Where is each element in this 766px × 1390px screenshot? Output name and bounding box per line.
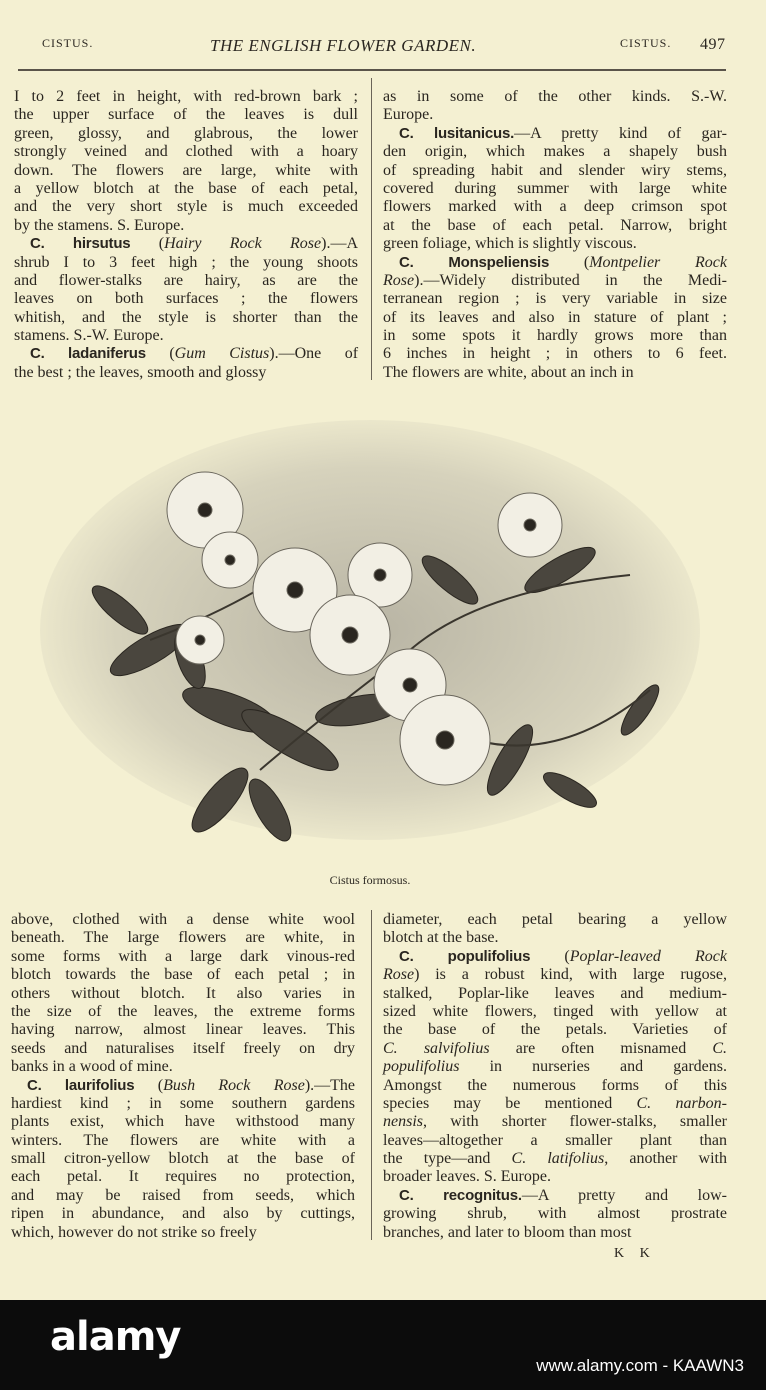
cistus-formosus-illustration [30, 410, 720, 860]
text-run: species may be mentioned [383, 1094, 637, 1112]
text-line [383, 929, 727, 947]
text-line [14, 162, 358, 180]
text-run: diameter, each petal bearing a yellow [383, 911, 727, 928]
text-line [383, 162, 727, 180]
alamy-logo: alamy [50, 1314, 181, 1360]
text-run: terranean region ; is very variable in size [383, 290, 727, 308]
text-run: whitish, and the style is shorter than the [14, 308, 358, 326]
text-run: flowers marked with a deep crimson spot [383, 198, 727, 216]
text-run: seeds and naturalises itself freely on dry [11, 1039, 355, 1057]
text-run: of spreading habit and slender wiry stems, [383, 161, 727, 179]
text-line [383, 1077, 727, 1095]
text-run: beneath. The large flowers are white, in [11, 929, 355, 947]
text-run: broader leaves. S. Europe. [383, 1168, 551, 1186]
italic-text: Montpelier Rock [589, 253, 728, 271]
text-run: 6 inches in height ; in others to 6 feet. [383, 345, 727, 363]
text-run: —A pretty kind of gar- [514, 124, 727, 142]
text-line [14, 309, 358, 327]
text-line [11, 1132, 355, 1150]
text-line [14, 327, 358, 345]
text-run: ( [530, 947, 570, 965]
text-run: ripen in abundance, and also by cuttings, [11, 1205, 355, 1223]
text-line [14, 254, 358, 272]
running-head-title: THE ENGLISH FLOWER GARDEN. [210, 36, 477, 55]
text-line [11, 1205, 355, 1223]
species-name: C. recognitus. [399, 1186, 522, 1204]
text-line [14, 88, 358, 106]
text-run: each petal. It requires no protection, [11, 1168, 355, 1186]
text-line [383, 125, 727, 143]
species-name: C. lusitanicus. [399, 124, 515, 142]
text-run: shrub I to 3 feet high ; the young shoots [14, 253, 358, 271]
text-line [14, 235, 358, 253]
italic-text: Gum Cistus [174, 345, 270, 363]
text-run: the type—and [383, 1150, 512, 1168]
text-run: small citron-yellow blotch at the base of [11, 1150, 355, 1168]
text-line [11, 1113, 355, 1131]
italic-text: Rose [383, 271, 415, 289]
text-line [383, 1205, 727, 1223]
text-run: den origin, which makes a shapely bush [383, 143, 727, 161]
text-line [383, 364, 727, 382]
text-line [383, 106, 727, 124]
text-line [11, 1095, 355, 1113]
italic-text: C. narbon- [636, 1094, 728, 1112]
text-run: and may be raised from seeds, which [11, 1186, 355, 1204]
text-line [11, 1021, 355, 1039]
text-run: the upper surface of the leaves is dull [14, 106, 358, 124]
text-column-bottom-left [11, 911, 355, 1242]
text-line [383, 1021, 727, 1039]
text-run: covered during summer with large white [383, 179, 727, 197]
text-line [14, 198, 358, 216]
italic-text: Bush Rock Rose [163, 1076, 305, 1094]
text-line [14, 180, 358, 198]
italic-text: Rose [383, 966, 415, 984]
text-column-bottom-right [383, 911, 727, 1242]
text-line [11, 1077, 355, 1095]
text-line [14, 272, 358, 290]
figure-caption: Cistus formosus. [329, 873, 411, 887]
text-run: green, glossy, and glabrous, the lower [14, 124, 358, 142]
text-line [11, 948, 355, 966]
text-line [11, 985, 355, 1003]
text-run: ( [134, 1076, 164, 1094]
text-line [11, 1003, 355, 1021]
italic-text: C. salvifolius [383, 1039, 490, 1057]
text-run: ).—One of [269, 345, 359, 363]
column-divider-top [371, 78, 372, 380]
text-line [383, 309, 727, 327]
text-run: ).—Widely distributed in the Medi- [414, 271, 727, 289]
page-number: 497 [700, 36, 726, 53]
text-line [11, 1187, 355, 1205]
text-run: the base of the petals. Varieties of [383, 1021, 727, 1039]
text-run: blotch towards the base of each petal ; in [11, 966, 355, 984]
italic-text: C. [712, 1039, 727, 1057]
text-line [383, 1113, 727, 1131]
text-run: Europe. [383, 106, 434, 124]
text-line [11, 1224, 355, 1242]
text-run: some forms with a large dark vinous-red [11, 947, 355, 965]
text-run: growing shrub, with almost prostrate [383, 1205, 727, 1223]
text-line [383, 198, 727, 216]
column-divider-bottom [371, 910, 372, 1240]
text-run: and the very short style is much exceeded [14, 198, 358, 216]
species-name: C. ladaniferus [30, 345, 146, 363]
text-line [383, 911, 727, 929]
text-run: the best ; the leaves, smooth and glossy [14, 363, 267, 381]
text-run: Amongst the numerous forms of this [383, 1076, 727, 1094]
text-line [14, 217, 358, 235]
text-run: ( [145, 345, 175, 363]
species-name: C. Monspeliensis [399, 253, 550, 271]
text-line [14, 125, 358, 143]
text-run: having narrow, almost linear leaves. This [11, 1021, 355, 1039]
text-run: winters. The flowers are white with a [11, 1131, 355, 1149]
text-run: and flower-stalks are hairy, as are the [14, 271, 358, 289]
text-run: strongly veined and clothed with a hoary [14, 143, 358, 161]
text-line [383, 143, 727, 161]
text-run: , another with [604, 1150, 727, 1168]
text-line [11, 1168, 355, 1186]
text-line [14, 345, 358, 363]
text-line [383, 272, 727, 290]
text-line [11, 966, 355, 984]
text-run: plants exist, which have withstood many [11, 1113, 355, 1131]
text-line [383, 254, 727, 272]
text-line [383, 1095, 727, 1113]
text-run: banks in a wood of mine. [11, 1058, 173, 1076]
text-run: in nurseries and gardens. [459, 1058, 727, 1076]
species-name: C. hirsutus [30, 235, 131, 253]
text-run: in some spots it hardly grows more than [383, 327, 727, 345]
signature-mark: K K [614, 1246, 656, 1261]
text-line [383, 1168, 727, 1186]
text-line [11, 1150, 355, 1168]
text-line [383, 948, 727, 966]
text-line [383, 1132, 727, 1150]
text-line [383, 1150, 727, 1168]
text-run: leaves—altogether a smaller plant than [383, 1131, 727, 1149]
text-run: a yellow blotch at the base of each petal, [14, 179, 358, 197]
species-name: C. laurifolius [27, 1076, 135, 1094]
text-line [11, 929, 355, 947]
text-run: branches, and later to bloom than most [383, 1223, 632, 1241]
italic-text: C. latifolius [511, 1150, 605, 1168]
text-run: which, however do not strike so freely [11, 1223, 257, 1241]
text-line [383, 180, 727, 198]
text-run: green foliage, which is slightly viscous. [383, 235, 637, 253]
text-run: ) is a robust kind, with large rugose, [414, 966, 727, 984]
text-column-top-left [14, 88, 358, 382]
text-run: by the stamens. S. Europe. [14, 216, 185, 234]
text-run: ( [130, 235, 165, 253]
running-head-left: CISTUS. [42, 36, 94, 50]
text-run: others without blotch. It also varies in [11, 984, 355, 1002]
text-line [383, 1058, 727, 1076]
italic-text: Poplar-leaved Rock [569, 947, 727, 965]
text-run: at the base of each petal. Narrow, bright [383, 216, 727, 234]
text-run: ).—The [304, 1076, 356, 1094]
text-run: The flowers are white, about an inch in [383, 363, 634, 381]
text-line [14, 364, 358, 382]
text-line [383, 290, 727, 308]
text-column-top-right [383, 88, 727, 382]
text-run: sized white flowers, tinged with yellow at [383, 1002, 727, 1020]
header-rule [18, 69, 726, 71]
text-line [14, 106, 358, 124]
text-run: the size of the leaves, the extreme forms [11, 1002, 355, 1020]
text-run: , with shorter flower-stalks, smaller [423, 1113, 727, 1131]
text-run: I to 2 feet in height, with red-brown bark ; [14, 88, 358, 105]
italic-text: populifolius [383, 1058, 460, 1076]
text-run: ( [549, 253, 590, 271]
text-run: blotch at the base. [383, 929, 499, 947]
running-head-right: CISTUS. [620, 36, 672, 50]
text-line [383, 1187, 727, 1205]
text-run: ).—A [321, 235, 359, 253]
text-run: above, clothed with a dense white wool [11, 911, 355, 928]
text-line [383, 327, 727, 345]
text-line [11, 1040, 355, 1058]
italic-text: nensis [383, 1113, 423, 1131]
species-name: C. populifolius [399, 947, 531, 965]
watermark-bar [0, 1300, 766, 1390]
text-run: —A pretty and low- [521, 1186, 728, 1204]
text-line [383, 217, 727, 235]
text-line [383, 88, 727, 106]
text-run: stamens. S.-W. Europe. [14, 327, 164, 345]
text-run: hardiest kind ; in some southern gardens [11, 1094, 355, 1112]
text-line [14, 290, 358, 308]
text-line [383, 345, 727, 363]
italic-text: Hairy Rock Rose [164, 235, 322, 253]
text-run: of its leaves and also in stature of plant ; [383, 308, 727, 326]
text-run: stalked, Poplar-like leaves and medium- [383, 984, 727, 1002]
text-run: down. The flowers are large, white with [14, 161, 358, 179]
text-run: are often misnamed [489, 1039, 713, 1057]
text-run: leaves on both surfaces ; the flowers [14, 290, 358, 308]
text-line [383, 966, 727, 984]
text-run: as in some of the other kinds. S.-W. [383, 88, 727, 105]
text-line [11, 1058, 355, 1076]
text-line [14, 143, 358, 161]
text-line [383, 1224, 727, 1242]
text-line [383, 1003, 727, 1021]
image-id-footer: www.alamy.com - KAAWN3 [536, 1356, 744, 1375]
text-line [11, 911, 355, 929]
text-line [383, 235, 727, 253]
text-line [383, 1040, 727, 1058]
text-line [383, 985, 727, 1003]
